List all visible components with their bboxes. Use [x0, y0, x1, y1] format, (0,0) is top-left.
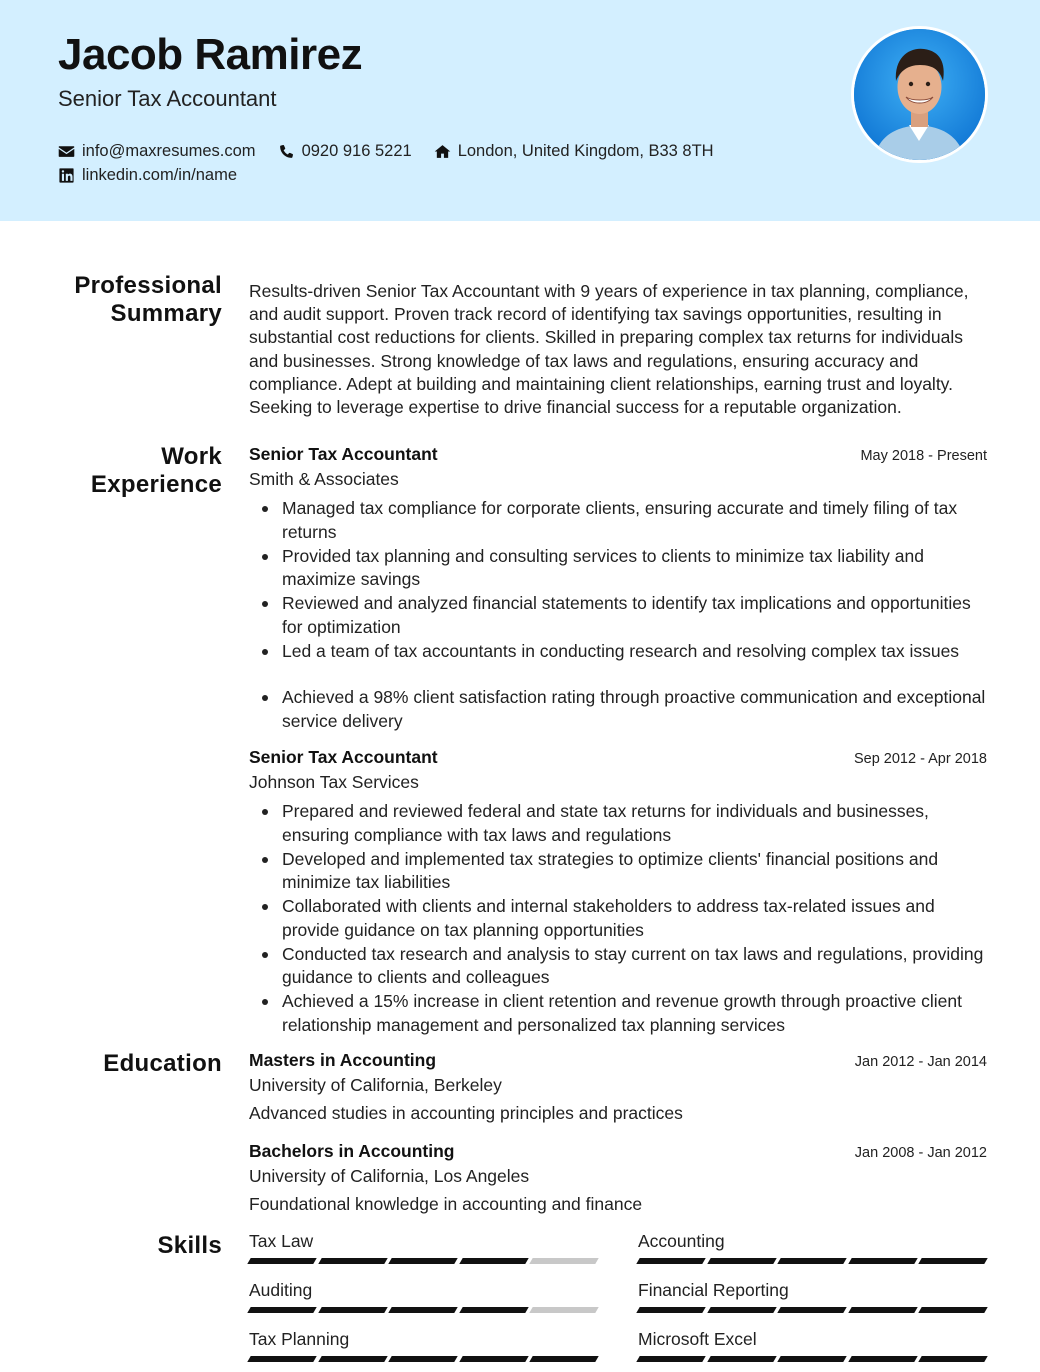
skill-level-segment — [848, 1356, 917, 1362]
job-title: Senior Tax Accountant — [249, 747, 438, 767]
skill-level-segment — [388, 1307, 457, 1313]
education-description: Foundational knowledge in accounting and finance — [249, 1194, 643, 1214]
skill-item — [249, 1329, 597, 1372]
phone-icon — [278, 143, 295, 160]
skill-level-segment — [530, 1258, 599, 1264]
phone-contact[interactable] — [278, 142, 412, 161]
job-company: Johnson Tax Services — [249, 772, 419, 792]
list-item: Reviewed and analyzed financial statements to identify tax implications and opportunities for optimization — [249, 592, 987, 639]
school-name: University of California, Berkeley — [249, 1075, 502, 1095]
linkedin-text: linkedin.com/in/name — [82, 165, 237, 184]
skill-level-segment — [777, 1307, 846, 1313]
job-dates: Sep 2012 - Apr 2018 — [853, 751, 987, 767]
skill-level-segment — [388, 1258, 457, 1264]
skill-name: Auditing — [249, 1280, 313, 1300]
list-item: Managed tax compliance for corporate clients, ensuring accurate and timely filing of tax returns — [249, 497, 987, 544]
job-company: Smith & Associates — [249, 469, 399, 489]
skill-level-segment — [777, 1258, 846, 1264]
skill-level-segment — [247, 1258, 316, 1264]
skill-name: Tax Planning — [249, 1329, 350, 1349]
list-item: Achieved a 15% increase in client retention and revenue growth through proactive client relationship management and personalized tax planning services — [249, 990, 987, 1037]
location-contact — [434, 142, 714, 161]
skill-level-segment — [530, 1307, 599, 1313]
list-item: Conducted tax research and analysis to stay current on tax laws and regulations, providing guidance to clients and colleagues — [249, 943, 987, 990]
email-contact[interactable] — [58, 142, 256, 161]
skill-level-bar — [249, 1258, 597, 1264]
skill-level-segment — [636, 1307, 705, 1313]
skill-name: Tax Law — [249, 1231, 314, 1251]
person-portrait-icon — [854, 29, 985, 160]
section-title-education: Education — [103, 1050, 222, 1077]
list-item: Led a team of tax accountants in conducting research and resolving complex tax issues — [249, 640, 987, 664]
skill-level-segment — [707, 1356, 776, 1362]
list-item: Developed and implemented tax strategies to optimize clients' financial positions and minimize tax liabilities — [249, 848, 987, 895]
education-dates: Jan 2008 - Jan 2012 — [854, 1145, 987, 1161]
skill-level-segment — [318, 1258, 387, 1264]
skill-level-bar — [638, 1356, 986, 1362]
skill-item — [638, 1329, 986, 1372]
education-description: Advanced studies in accounting principles and practices — [249, 1103, 683, 1123]
skill-level-segment — [459, 1307, 528, 1313]
job-dates: May 2018 - Present — [860, 448, 987, 464]
job-bullets — [249, 800, 987, 1037]
skill-level-segment — [247, 1356, 316, 1362]
education-entry — [249, 1141, 987, 1215]
skill-level-segment — [848, 1307, 917, 1313]
phone-text: 0920 916 5221 — [301, 141, 412, 160]
skill-name: Financial Reporting — [638, 1280, 789, 1300]
job-entry — [249, 747, 987, 1038]
skill-level-segment — [848, 1258, 917, 1264]
skill-level-segment — [707, 1307, 776, 1313]
skill-item — [249, 1231, 597, 1280]
skill-level-segment — [459, 1356, 528, 1362]
school-name: University of California, Los Angeles — [249, 1166, 530, 1186]
list-item: Achieved a 98% client satisfaction rating through proactive communication and exceptional service delivery — [249, 686, 987, 733]
skill-level-bar — [249, 1356, 597, 1362]
job-title: Senior Tax Accountant — [249, 444, 438, 464]
degree-title: Masters in Accounting — [249, 1050, 437, 1070]
envelope-icon — [58, 143, 75, 160]
linkedin-contact[interactable] — [58, 166, 237, 185]
skill-level-segment — [530, 1356, 599, 1362]
summary-text: Results-driven Senior Tax Accountant with 9 years of experience in tax planning, compliance, and audit support. Proven track record of identifying tax savings opportunities, resulting in substantial cost reductions for clients. Skilled in preparing complex tax returns for individuals and businesses. Strong knowledge of tax laws and regulations, ensuring accuracy and compliance. Adept at building and maintaining client relationships, earning trust and loyalty. Seeking to leverage expertise to drive financial success for a reputable organization. — [249, 281, 969, 418]
candidate-name: Jacob Ramirez — [58, 30, 363, 79]
skill-level-segment — [388, 1356, 457, 1362]
list-item: Prepared and reviewed federal and state tax returns for individuals and businesses, ensuring compliance with tax laws and regulations — [249, 800, 987, 847]
home-icon — [434, 143, 451, 160]
email-text: info@maxresumes.com — [82, 141, 256, 160]
job-entry — [249, 444, 987, 734]
skill-item — [638, 1231, 986, 1280]
skill-level-bar — [638, 1258, 986, 1264]
degree-title: Bachelors in Accounting — [249, 1141, 455, 1161]
skill-level-bar — [638, 1307, 986, 1313]
education-entry — [249, 1050, 987, 1124]
profile-photo — [851, 26, 988, 163]
skill-name: Accounting — [638, 1231, 725, 1251]
skill-level-bar — [249, 1307, 597, 1313]
skill-name: Microsoft Excel — [638, 1329, 757, 1349]
section-title-skills: Skills — [157, 1232, 222, 1259]
section-title-summary: Professional Summary — [74, 272, 222, 327]
skill-level-segment — [318, 1356, 387, 1362]
skill-item — [249, 1280, 597, 1329]
skill-level-segment — [318, 1307, 387, 1313]
skill-level-segment — [919, 1307, 988, 1313]
job-bullets — [249, 497, 987, 733]
skills-grid — [249, 1231, 987, 1372]
skill-level-segment — [459, 1258, 528, 1264]
skill-item — [638, 1280, 986, 1329]
skill-level-segment — [707, 1258, 776, 1264]
skill-level-segment — [636, 1258, 705, 1264]
skill-level-segment — [919, 1356, 988, 1362]
education-dates: Jan 2012 - Jan 2014 — [854, 1054, 987, 1070]
linkedin-icon — [58, 167, 75, 184]
skill-level-segment — [636, 1356, 705, 1362]
contact-info — [58, 139, 736, 187]
section-title-experience: Work Experience — [90, 443, 222, 498]
skill-level-segment — [919, 1258, 988, 1264]
location-text: London, United Kingdom, B33 8TH — [457, 141, 714, 160]
list-item: Collaborated with clients and internal stakeholders to address tax-related issues and provide guidance on tax planning opportunities — [249, 895, 987, 942]
candidate-role: Senior Tax Accountant — [58, 86, 277, 111]
skill-level-segment — [247, 1307, 316, 1313]
skill-level-segment — [777, 1356, 846, 1362]
header-banner — [0, 0, 1040, 221]
list-item: Provided tax planning and consulting services to clients to minimize tax liability and maximize savings — [249, 545, 987, 592]
